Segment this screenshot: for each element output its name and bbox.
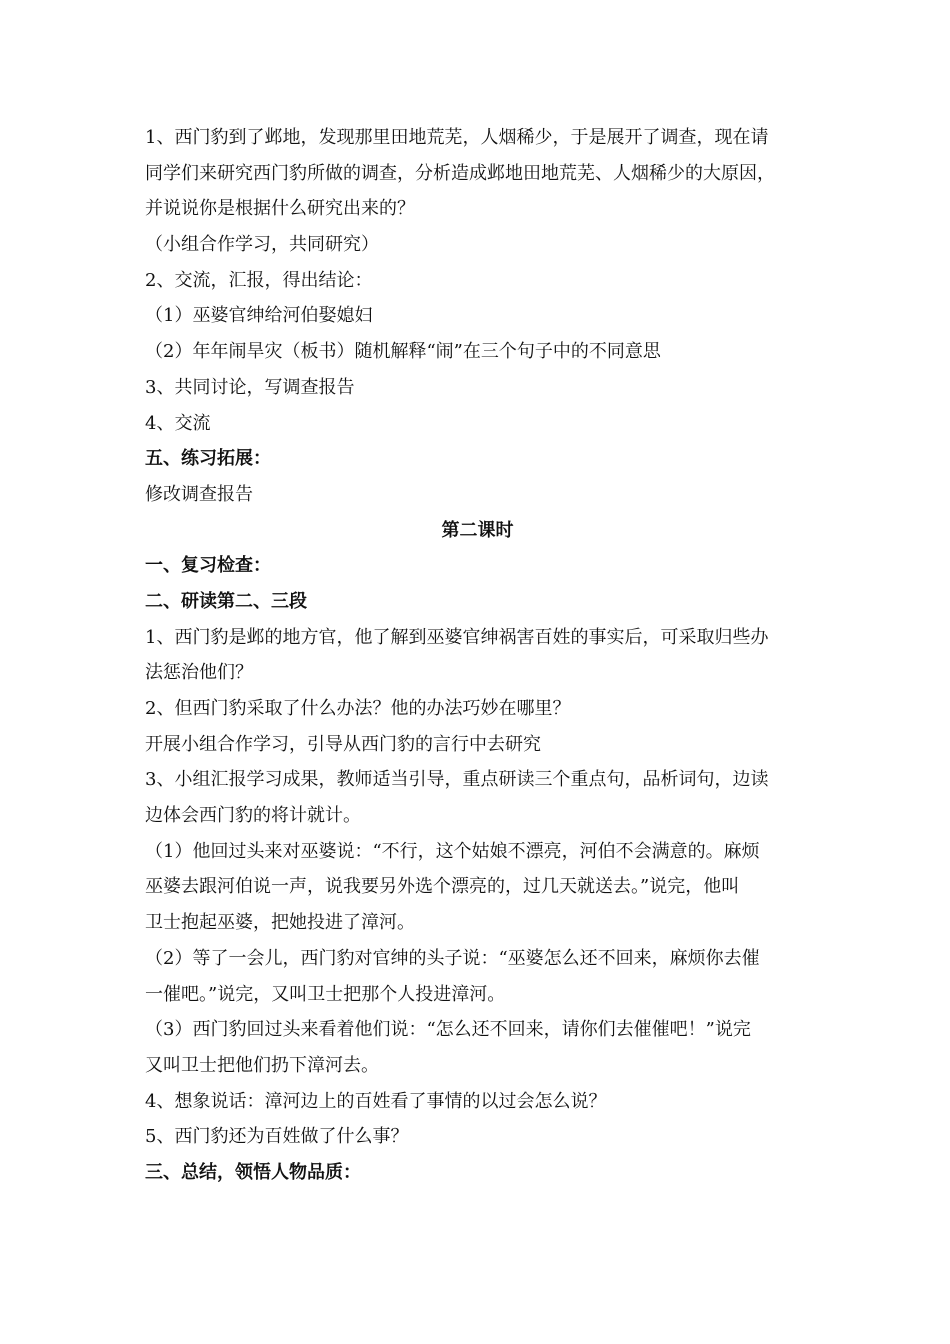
text-line: 5、西门豹还为百姓做了什么事？ [145, 1126, 409, 1148]
text-line: 3、共同讨论，写调查报告 [145, 376, 355, 398]
text-line: 1、西门豹是邺的地方官，他了解到巫婆官绅祸害百姓的事实后，可采取归些办 [145, 626, 769, 648]
text-line: 一催吧。”说完，又叫卫士把那个人投进漳河。 [145, 983, 506, 1005]
text-line: 4、想象说话：漳河边上的百姓看了事情的以过会怎么说？ [145, 1090, 607, 1112]
text-line: （2）年年闹旱灾（板书）随机解释“闹”在三个句子中的不同意思 [145, 341, 661, 363]
text-line: 并说说你是根据什么研究出来的？ [145, 198, 415, 220]
text-line: （1）巫婆官绅给河伯娶媳妇 [145, 305, 373, 327]
text-line: （1）他回过头来对巫婆说：“不行，这个姑娘不漂亮，河伯不会满意的。麻烦 [145, 840, 760, 862]
text-line: 修改调查报告 [145, 483, 253, 505]
text-line: （小组合作学习，共同研究） [145, 234, 379, 256]
text-line: 法惩治他们？ [145, 662, 253, 684]
text-line: 卫士抱起巫婆，把她投进了漳河。 [145, 912, 415, 934]
section-heading: 五、练习拓展： [145, 448, 271, 470]
text-line: 边体会西门豹的将计就计。 [145, 805, 361, 827]
document-page [145, 120, 810, 1191]
text-line: 巫婆去跟河伯说一声，说我要另外选个漂亮的，过几天就送去。”说完，他叫 [145, 876, 740, 898]
text-line: 1、西门豹到了邺地，发现那里田地荒芜，人烟稀少，于是展开了调查，现在请 [145, 127, 769, 148]
section-heading: 一、复习检查： [145, 555, 271, 577]
text-line: 4、交流 [145, 412, 211, 434]
text-line: （2）等了一会儿，西门豹对官绅的头子说：“巫婆怎么还不回来，麻烦你去催 [145, 947, 760, 969]
text-line: （3）西门豹回过头来看着他们说：“怎么还不回来，请你们去催催吧！”说完 [145, 1019, 751, 1041]
text-line: 又叫卫士把他们扔下漳河去。 [145, 1054, 379, 1076]
section-heading: 二、研读第二、三段 [145, 590, 307, 612]
text-line: 3、小组汇报学习成果，教师适当引导，重点研读三个重点句，品析词句，边读 [145, 769, 769, 791]
text-line: 2、但西门豹采取了什么办法？他的办法巧妙在哪里？ [145, 698, 571, 719]
lesson-title: 第二课时 [441, 519, 514, 541]
text-line: 开展小组合作学习，引导从西门豹的言行中去研究 [145, 733, 541, 755]
section-heading: 三、总结，领悟人物品质： [145, 1161, 361, 1183]
text-line: 2、交流，汇报，得出结论： [145, 269, 373, 291]
text-line: 同学们来研究西门豹所做的调查，分析造成邺地田地荒芜、人烟稀少的大原因， [145, 162, 775, 184]
